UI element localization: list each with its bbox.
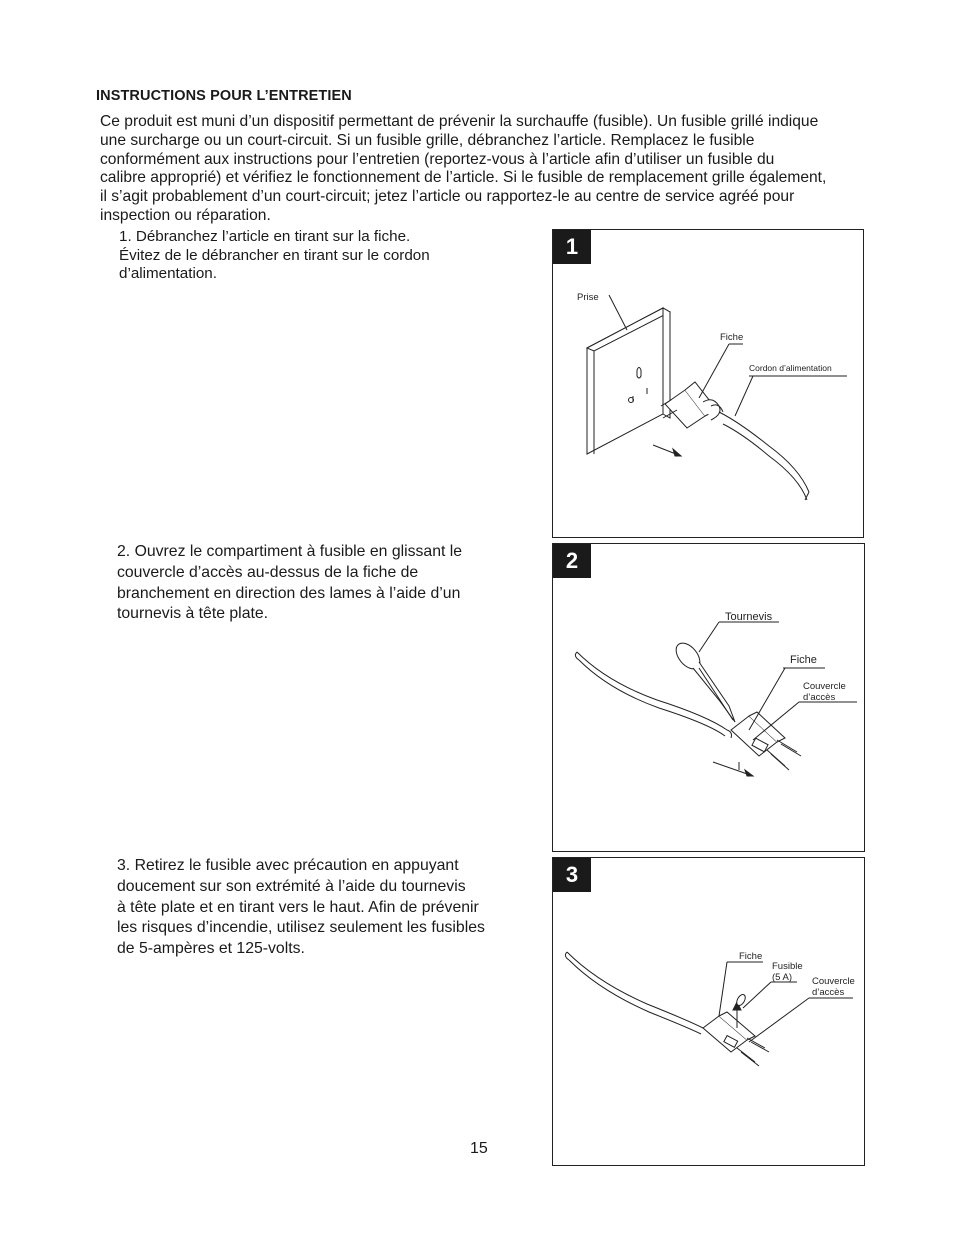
figure-number-badge: 2 <box>553 544 591 578</box>
step-line: d’alimentation. <box>119 265 217 283</box>
label-cover-line: d’accès <box>803 691 836 703</box>
unplug-illustration <box>553 230 865 539</box>
intro-line: calibre approprié) et vérifiez le fonctionnement de l’article. Si le fusible de remplacement grille également, <box>100 169 827 187</box>
label-cover <box>812 977 855 998</box>
label-fuse-line: Fusible <box>772 961 803 972</box>
step-line: Évitez de le débrancher en tirant sur le cordon <box>119 246 430 264</box>
figure-number-badge: 3 <box>553 858 591 892</box>
step-line: couvercle d’accès au-dessus de la fiche de <box>117 563 419 581</box>
step-line: doucement sur son extrémité à l’aide du tournevis <box>117 877 466 895</box>
label-cover-line: Couvercle <box>812 976 855 987</box>
label-cover <box>803 682 846 703</box>
label-cord: Cordon d’alimentation <box>749 363 832 373</box>
step-line: 3. Retirez le fusible avec précaution en appuyant <box>117 857 459 874</box>
step-2-text <box>117 542 517 625</box>
intro-line: Ce produit est muni d’un dispositif permettant de prévenir la surchauffe (fusible). Un fusible grillé indique <box>100 113 819 130</box>
step-line: 2. Ouvrez le compartiment à fusible en glissant le <box>117 543 463 560</box>
label-plug: Fiche <box>739 951 763 962</box>
remove-fuse-illustration <box>553 858 866 1167</box>
label-fuse-line: (5 A) <box>772 971 793 983</box>
step-line: de 5-ampères et 125-volts. <box>117 940 305 958</box>
label-plug: Fiche <box>790 654 817 666</box>
step-line: à tête plate et en tirant vers le haut. Afin de prévenir <box>117 898 479 916</box>
label-cover-line: Couvercle <box>803 681 846 692</box>
intro-line: il s’agit probablement d’un court-circuit; jetez l’article ou rapportez-le au centre de service agréé pour <box>100 188 795 206</box>
intro-line: conformément aux instructions pour l’entretien (reportez-vous à l’article afin d’utiliser un fusible du <box>100 150 775 168</box>
step-line: branchement en direction des lames à l’aide d’un <box>117 584 461 602</box>
figure-number-badge: 1 <box>553 230 591 264</box>
figure-2-panel <box>552 543 865 852</box>
label-fuse <box>772 962 803 983</box>
step-line: 1. Débranchez l’article en tirant sur la fiche. <box>119 228 411 245</box>
intro-line: une surcharge ou un court-circuit. Si un fusible grille, débranchez l’article. Remplacez le fusible <box>100 131 755 149</box>
page-number: 15 <box>470 1140 488 1157</box>
intro-line: inspection ou réparation. <box>100 206 271 224</box>
section-title: INSTRUCTIONS POUR L’ENTRETIEN <box>96 88 352 104</box>
step-1-text <box>119 228 479 284</box>
label-screwdriver: Tournevis <box>725 611 773 623</box>
label-plug: Fiche <box>720 332 744 343</box>
figure-3-panel <box>552 857 865 1166</box>
label-cover-line: d’accès <box>812 986 845 998</box>
step-line: les risques d’incendie, utilisez seulement les fusibles <box>117 919 485 937</box>
step-line: tournevis à tête plate. <box>117 605 269 623</box>
intro-paragraph <box>100 113 860 226</box>
label-outlet: Prise <box>577 292 599 303</box>
step-3-text <box>117 856 527 960</box>
figure-1-panel <box>552 229 864 538</box>
